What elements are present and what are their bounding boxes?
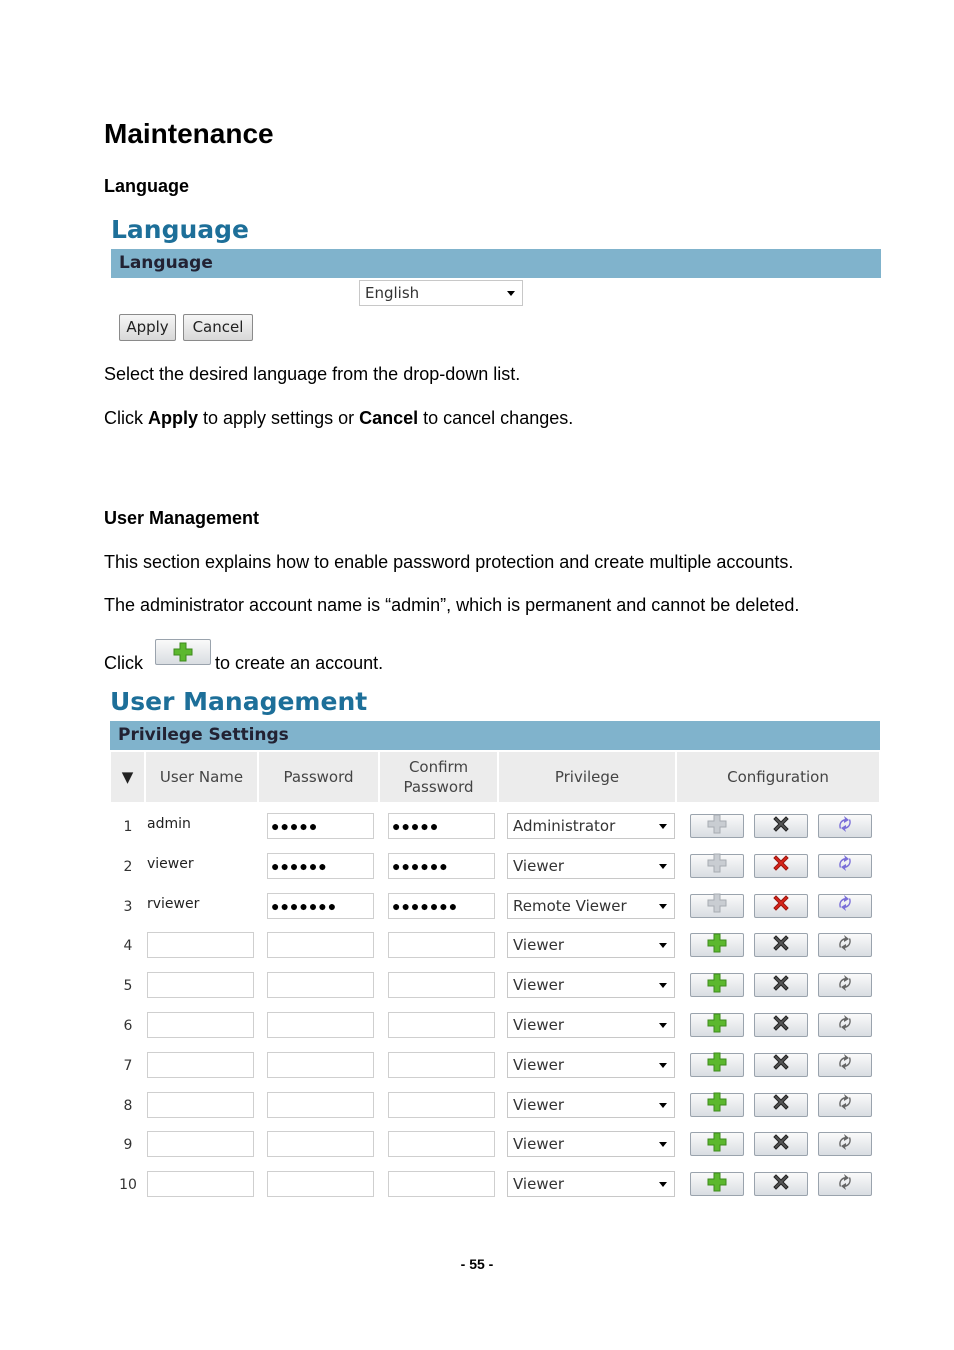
- privilege-select-value: Viewer: [513, 1016, 564, 1034]
- text-fragment: to apply settings or: [198, 408, 360, 428]
- refresh-icon: [834, 1051, 856, 1078]
- x-icon: [770, 892, 792, 919]
- chevron-down-icon: [659, 983, 667, 988]
- add-user-button[interactable]: [690, 814, 744, 838]
- user-name-column-header: User Name: [146, 752, 257, 802]
- reset-user-button[interactable]: [818, 854, 872, 878]
- user-name-field[interactable]: [147, 1131, 254, 1157]
- x-icon: [770, 852, 792, 879]
- add-user-button[interactable]: [690, 1132, 744, 1156]
- x-icon: [770, 972, 792, 999]
- add-user-button[interactable]: [690, 894, 744, 918]
- add-user-button[interactable]: [690, 1013, 744, 1037]
- cancel-button[interactable]: Cancel: [183, 314, 253, 341]
- confirm-password-column-header: [380, 752, 497, 802]
- refresh-icon: [834, 852, 856, 879]
- privilege-select[interactable]: [507, 1131, 675, 1157]
- user-name-field[interactable]: [147, 972, 254, 998]
- chevron-down-icon: [659, 1142, 667, 1147]
- click-suffix: to create an account.: [215, 653, 384, 673]
- language-apply-instruction: [104, 408, 573, 429]
- configuration-column-header: Configuration: [677, 752, 879, 802]
- privilege-select-value: Viewer: [513, 936, 564, 955]
- language-ui-title: Language: [111, 215, 250, 244]
- x-icon: [770, 1171, 792, 1198]
- reset-user-button[interactable]: [818, 894, 872, 918]
- chevron-down-icon: [507, 291, 515, 296]
- row-number: 1: [123, 819, 133, 835]
- privilege-select[interactable]: [507, 972, 675, 998]
- refresh-icon: [834, 813, 856, 840]
- password-field[interactable]: [267, 1171, 374, 1197]
- plus-icon: [706, 1171, 728, 1198]
- password-field[interactable]: [267, 1012, 374, 1038]
- language-heading: Language: [104, 176, 190, 196]
- chevron-down-icon: [659, 1023, 667, 1028]
- confirm-password-field[interactable]: [388, 1052, 495, 1078]
- user-name-field[interactable]: [147, 932, 254, 958]
- language-instruction: Select the desired language from the drop-down list.: [104, 364, 521, 384]
- privilege-select[interactable]: [507, 1092, 675, 1118]
- privilege-select[interactable]: [507, 932, 675, 958]
- row-number: 10: [119, 1177, 137, 1194]
- user-name-field[interactable]: [147, 1092, 254, 1118]
- delete-user-button[interactable]: [754, 1013, 808, 1037]
- confirm-password-field[interactable]: [388, 1131, 495, 1157]
- reset-user-button[interactable]: [818, 1093, 872, 1117]
- privilege-select-value: Viewer: [513, 1135, 564, 1154]
- row-number: 5: [123, 978, 133, 995]
- plus-icon: [706, 1051, 728, 1078]
- row-number: 2: [123, 858, 133, 875]
- apply-keyword: Apply: [148, 408, 199, 428]
- apply-button[interactable]: Apply: [119, 314, 176, 341]
- confirm-password-field[interactable]: [388, 1092, 495, 1118]
- refresh-icon: [834, 1131, 856, 1158]
- x-icon: [770, 813, 792, 840]
- page-title: Maintenance: [104, 118, 274, 149]
- add-user-button[interactable]: [690, 933, 744, 957]
- plus-icon: [706, 932, 728, 959]
- reset-user-button[interactable]: [818, 1172, 872, 1196]
- text-fragment: Click: [104, 408, 148, 428]
- row-number: 8: [123, 1097, 133, 1114]
- x-icon: [770, 1091, 792, 1118]
- chevron-down-icon: [659, 1182, 667, 1187]
- reset-user-button[interactable]: [818, 1132, 872, 1156]
- user-name-field[interactable]: [147, 1012, 254, 1038]
- confirm-password-field[interactable]: [388, 1012, 495, 1038]
- user-management-ui-title: User Management: [110, 687, 368, 716]
- row-number: 6: [123, 1018, 133, 1034]
- confirm-password-field[interactable]: ●●●●●●: [388, 853, 495, 879]
- password-field[interactable]: ●●●●●●: [267, 853, 374, 879]
- privilege-select[interactable]: [507, 1171, 675, 1197]
- user-management-intro: This section explains how to enable password protection and create multiple accounts.: [104, 552, 794, 572]
- add-user-button[interactable]: [690, 973, 744, 997]
- confirm-header-line2: Password: [403, 778, 474, 796]
- plus-icon: [172, 641, 194, 663]
- plus-icon: [706, 892, 728, 919]
- chevron-down-icon: [659, 943, 667, 948]
- user-name-field[interactable]: [147, 1052, 254, 1078]
- admin-account-note: The administrator account name is “admin”, which is permanent and cannot be deleted.: [104, 595, 800, 615]
- reset-user-button[interactable]: [818, 814, 872, 838]
- privilege-select[interactable]: [507, 813, 675, 839]
- reset-user-button[interactable]: [818, 973, 872, 997]
- privilege-column-header: Privilege: [499, 752, 675, 802]
- password-field[interactable]: [267, 972, 374, 998]
- user-name-value: admin: [147, 816, 191, 832]
- confirm-password-field[interactable]: [388, 932, 495, 958]
- delete-user-button[interactable]: [754, 894, 808, 918]
- privilege-select-value: Remote Viewer: [513, 896, 627, 915]
- plus-icon: [706, 1012, 728, 1039]
- plus-icon: [706, 852, 728, 879]
- privilege-select-value: Viewer: [513, 1055, 564, 1074]
- password-field[interactable]: [267, 1052, 374, 1078]
- delete-user-button[interactable]: [754, 1053, 808, 1077]
- plus-icon: [706, 1091, 728, 1118]
- delete-user-button[interactable]: [754, 1172, 808, 1196]
- confirm-password-field[interactable]: ●●●●●: [388, 813, 495, 839]
- privilege-select-value: Viewer: [513, 1175, 564, 1194]
- confirm-password-field[interactable]: [388, 972, 495, 998]
- delete-user-button[interactable]: [754, 933, 808, 957]
- sort-column-header[interactable]: ▼: [111, 752, 144, 802]
- refresh-icon: [834, 1091, 856, 1118]
- password-column-header: Password: [259, 752, 378, 802]
- language-settings-bar: Language: [111, 249, 881, 278]
- add-user-button[interactable]: [690, 1172, 744, 1196]
- user-name-value: viewer: [147, 855, 194, 872]
- chevron-down-icon: [659, 1063, 667, 1068]
- confirm-password-field[interactable]: [388, 1171, 495, 1197]
- password-field[interactable]: [267, 1131, 374, 1157]
- plus-icon: [706, 972, 728, 999]
- page-number: - 55 -: [460, 1256, 494, 1272]
- row-number: 3: [123, 898, 133, 915]
- user-name-field[interactable]: [147, 1171, 254, 1197]
- chevron-down-icon: [659, 904, 667, 909]
- row-number: 4: [123, 938, 133, 955]
- reset-user-button[interactable]: [818, 1013, 872, 1037]
- row-number: 7: [123, 1057, 133, 1074]
- delete-user-button[interactable]: [754, 1132, 808, 1156]
- confirm-password-field[interactable]: ●●●●●●●: [388, 893, 495, 919]
- x-icon: [770, 1012, 792, 1039]
- privilege-select[interactable]: [507, 1012, 675, 1038]
- privilege-settings-bar: Privilege Settings: [110, 721, 880, 750]
- password-field[interactable]: [267, 1092, 374, 1118]
- text-fragment: to cancel changes.: [418, 408, 574, 428]
- password-field[interactable]: [267, 932, 374, 958]
- privilege-select-value: Administrator: [513, 817, 616, 835]
- row-number: 9: [123, 1137, 133, 1154]
- delete-user-button[interactable]: [754, 1093, 808, 1117]
- reset-user-button[interactable]: [818, 1053, 872, 1077]
- password-field[interactable]: ●●●●●: [267, 813, 374, 839]
- privilege-select[interactable]: [507, 1052, 675, 1078]
- chevron-down-icon: [659, 864, 667, 869]
- cancel-keyword: Cancel: [359, 408, 419, 428]
- user-management-heading: User Management: [104, 508, 260, 528]
- add-user-button[interactable]: [690, 854, 744, 878]
- plus-icon: [706, 1131, 728, 1158]
- add-user-button[interactable]: [690, 1093, 744, 1117]
- delete-user-button[interactable]: [754, 973, 808, 997]
- privilege-select-value: Viewer: [513, 856, 564, 875]
- password-field[interactable]: ●●●●●●●: [267, 893, 374, 919]
- x-icon: [770, 1131, 792, 1158]
- reset-user-button[interactable]: [818, 933, 872, 957]
- privilege-select[interactable]: [507, 853, 675, 879]
- inline-add-button: [155, 639, 211, 665]
- x-icon: [770, 1051, 792, 1078]
- refresh-icon: [834, 972, 856, 999]
- chevron-down-icon: [659, 1103, 667, 1108]
- privilege-select-value: Viewer: [513, 976, 564, 995]
- refresh-icon: [834, 1171, 856, 1198]
- delete-user-button[interactable]: [754, 854, 808, 878]
- add-user-button[interactable]: [690, 1053, 744, 1077]
- refresh-icon: [834, 892, 856, 919]
- refresh-icon: [834, 1012, 856, 1039]
- plus-icon: [706, 813, 728, 840]
- user-name-value: rviewer: [147, 895, 200, 912]
- click-label: Click: [104, 653, 143, 673]
- refresh-icon: [834, 932, 856, 959]
- chevron-down-icon: [659, 824, 667, 829]
- x-icon: [770, 932, 792, 959]
- confirm-header-line1: Confirm: [408, 758, 469, 776]
- privilege-select[interactable]: [507, 893, 675, 919]
- language-select[interactable]: [359, 280, 523, 306]
- privilege-select-value: Viewer: [513, 1095, 564, 1114]
- delete-user-button[interactable]: [754, 814, 808, 838]
- language-select-value: English: [365, 284, 420, 302]
